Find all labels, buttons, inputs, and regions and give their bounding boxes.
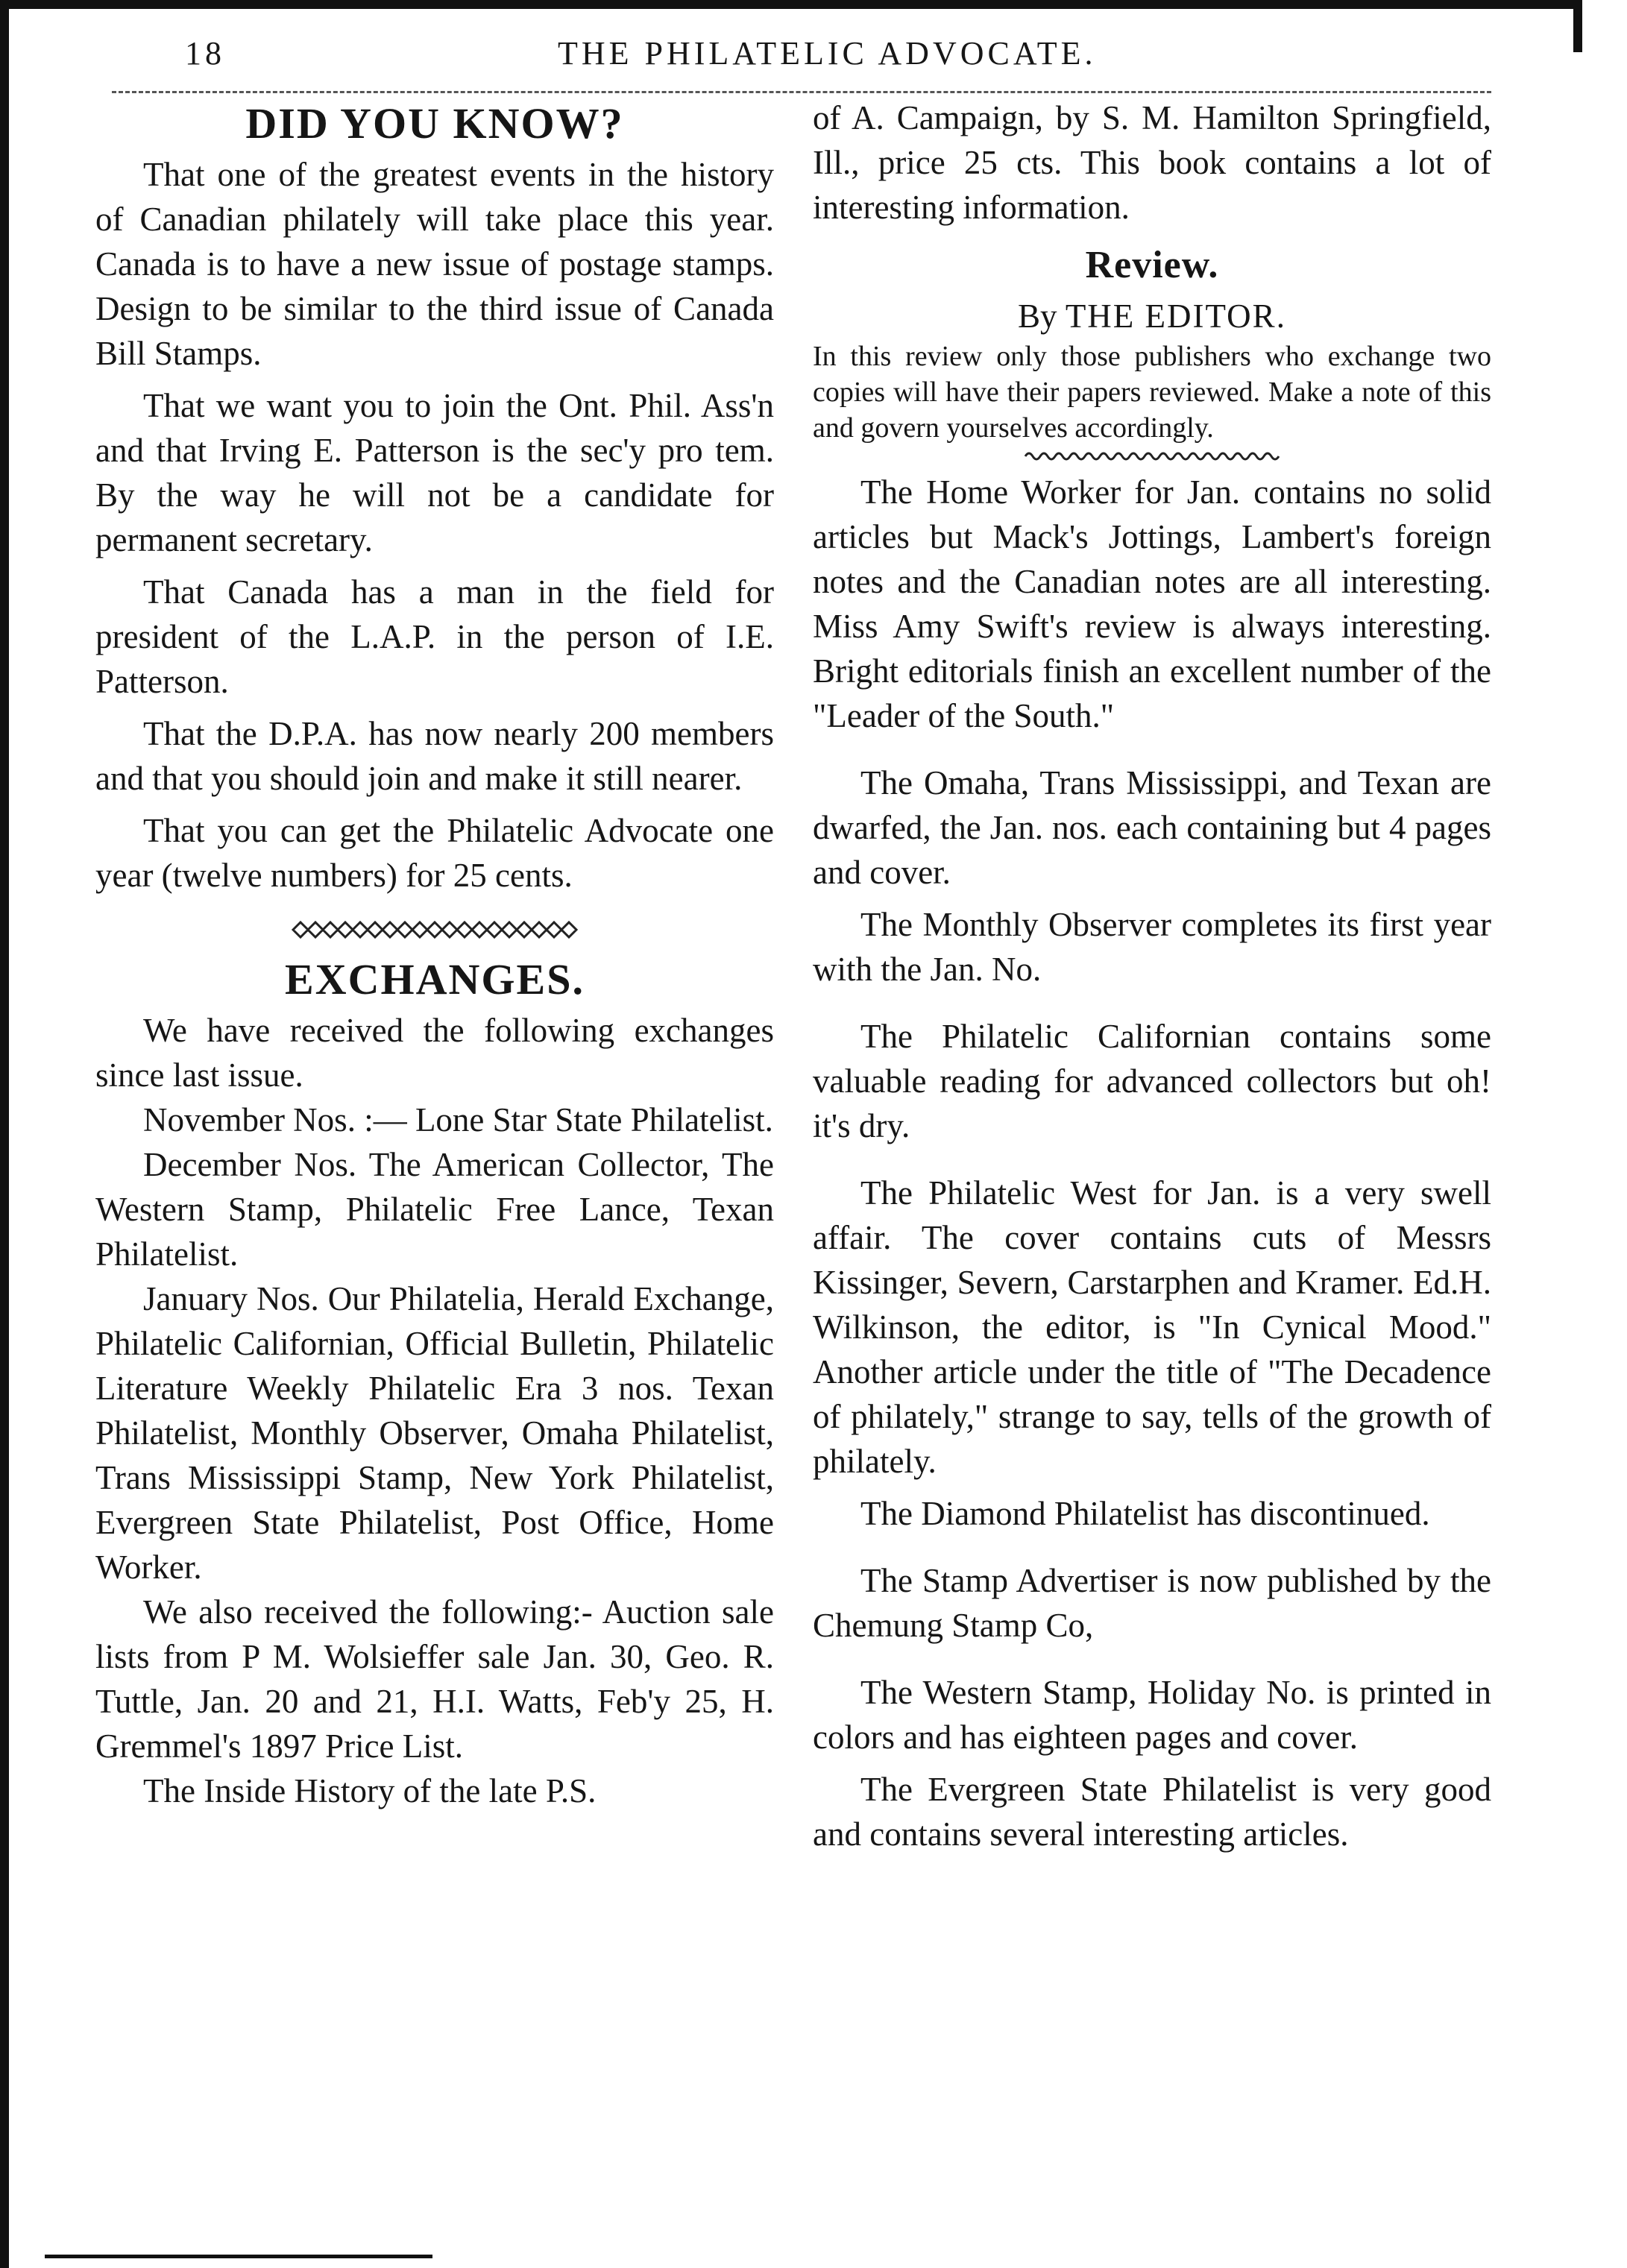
review-paragraph: The Diamond Philatelist has discontinued. (860, 1495, 1430, 1532)
review-paragraph: The Home Worker for Jan. contains no solid articles but Mack's Jottings, Lambert's foreign notes and the Canadian notes are all interesting. Miss Amy Swift's review is always interesting. Bright editorials finish an excellent number of the "Leader of the South." (813, 473, 1491, 734)
did-you-know-paragraph: That Canada has a man in the field for president of the L.A.P. in the person of I.E. Patterson. (95, 573, 774, 700)
did-you-know-paragraph: That you can get the Philatelic Advocate one year (twelve numbers) for 25 cents. (95, 812, 774, 894)
did-you-know-paragraph: That one of the greatest events in the history of Canadian philately will take place this year. Canada is to have a new issue of postage stamps. Design to be similar to the third issue of Canada Bill Stamps. (95, 156, 774, 372)
review-paragraph: The Evergreen State Philatelist is very good and contains several interesting articles. (813, 1771, 1491, 1853)
review-paragraph: The Philatelic West for Jan. is a very swell affair. The cover contains cuts of Messrs Kissinger, Severn, Carstarphen and Kramer. Ed.H. Wilkinson, the editor, is "In Cynical Mood." Another article under the title of "The Decadence of philately," strange to say, tells of the growth of philately. (813, 1174, 1491, 1480)
header-rule (112, 91, 1491, 93)
exchanges-paragraph: We have received the following exchanges since last issue. (95, 1012, 774, 1094)
review-paragraph: The Philatelic Californian contains some valuable reading for advanced collectors but oh! it's dry. (813, 1018, 1491, 1144)
running-head (185, 34, 1527, 86)
exchanges-paragraph: January Nos. Our Philatelia, Herald Exchange, Philatelic Californian, Official Bulletin, Philatelic Literature Weekly Philatelic Era 3 nos. Texan Philatelist, Monthly Observer, Omaha Philatelist, Trans Mississippi Stamp, New York Philatelist, Evergreen State Philatelist, Post Office, Home Worker. (95, 1280, 774, 1586)
exchanges-paragraph: The Inside History of the late P.S. (143, 1772, 597, 1809)
left-column (95, 95, 774, 1813)
review-heading: Review. (1085, 244, 1219, 286)
exchanges-paragraph: December Nos. The American Collector, The Western Stamp, Philatelic Free Lance, Texan Philatelist. (95, 1146, 774, 1273)
review-paragraph: The Western Stamp, Holiday No. is printed in colors and has eighteen pages and cover. (813, 1674, 1491, 1756)
exchanges-continued-paragraph: of A. Campaign, by S. M. Hamilton Springfield, Ill., price 25 cts. This book contains a lot of interesting information. (813, 99, 1491, 226)
right-column (813, 95, 1491, 1856)
review-byline-name: THE EDITOR. (1065, 297, 1286, 335)
review-paragraph: The Monthly Observer completes its first year with the Jan. No. (813, 906, 1491, 988)
page-right-rule (1573, 0, 1582, 52)
page-bottom-rule (45, 2255, 432, 2258)
page-top-rule (0, 0, 1581, 9)
did-you-know-heading: DID YOU KNOW? (245, 99, 624, 148)
journal-title: THE PHILATELIC ADVOCATE. (558, 35, 1097, 72)
exchanges-paragraph: November Nos. :— Lone Star State Philatelist. (143, 1101, 773, 1138)
exchanges-heading: EXCHANGES. (285, 955, 585, 1004)
section-divider-ornament (293, 919, 576, 941)
review-note: In this review only those publishers who exchange two copies will have their papers reviewed. Make a note of this and govern yourselves accordingly. (813, 341, 1491, 444)
page-left-rule (0, 0, 9, 2268)
review-byline-prefix: By (1018, 297, 1057, 335)
review-paragraph: The Omaha, Trans Mississippi, and Texan are dwarfed, the Jan. nos. each containing but 4 pages and cover. (813, 764, 1491, 891)
did-you-know-paragraph: That we want you to join the Ont. Phil. Ass'n and that Irving E. Patterson is the sec'y pro tem. By the way he will not be a candidate for permanent secretary. (95, 387, 774, 558)
wavy-divider-ornament (1025, 450, 1279, 462)
did-you-know-paragraph: That the D.P.A. has now nearly 200 members and that you should join and make it still nearer. (95, 715, 774, 797)
review-byline (813, 294, 1491, 338)
page-number: 18 (185, 35, 225, 72)
exchanges-paragraph: We also received the following:- Auction sale lists from P M. Wolsieffer sale Jan. 30, Geo. R. Tuttle, Jan. 20 and 21, H.I. Watts, Feb'y 25, H. Gremmel's 1897 Price List. (95, 1593, 774, 1765)
review-paragraph: The Stamp Advertiser is now published by the Chemung Stamp Co, (813, 1562, 1491, 1644)
